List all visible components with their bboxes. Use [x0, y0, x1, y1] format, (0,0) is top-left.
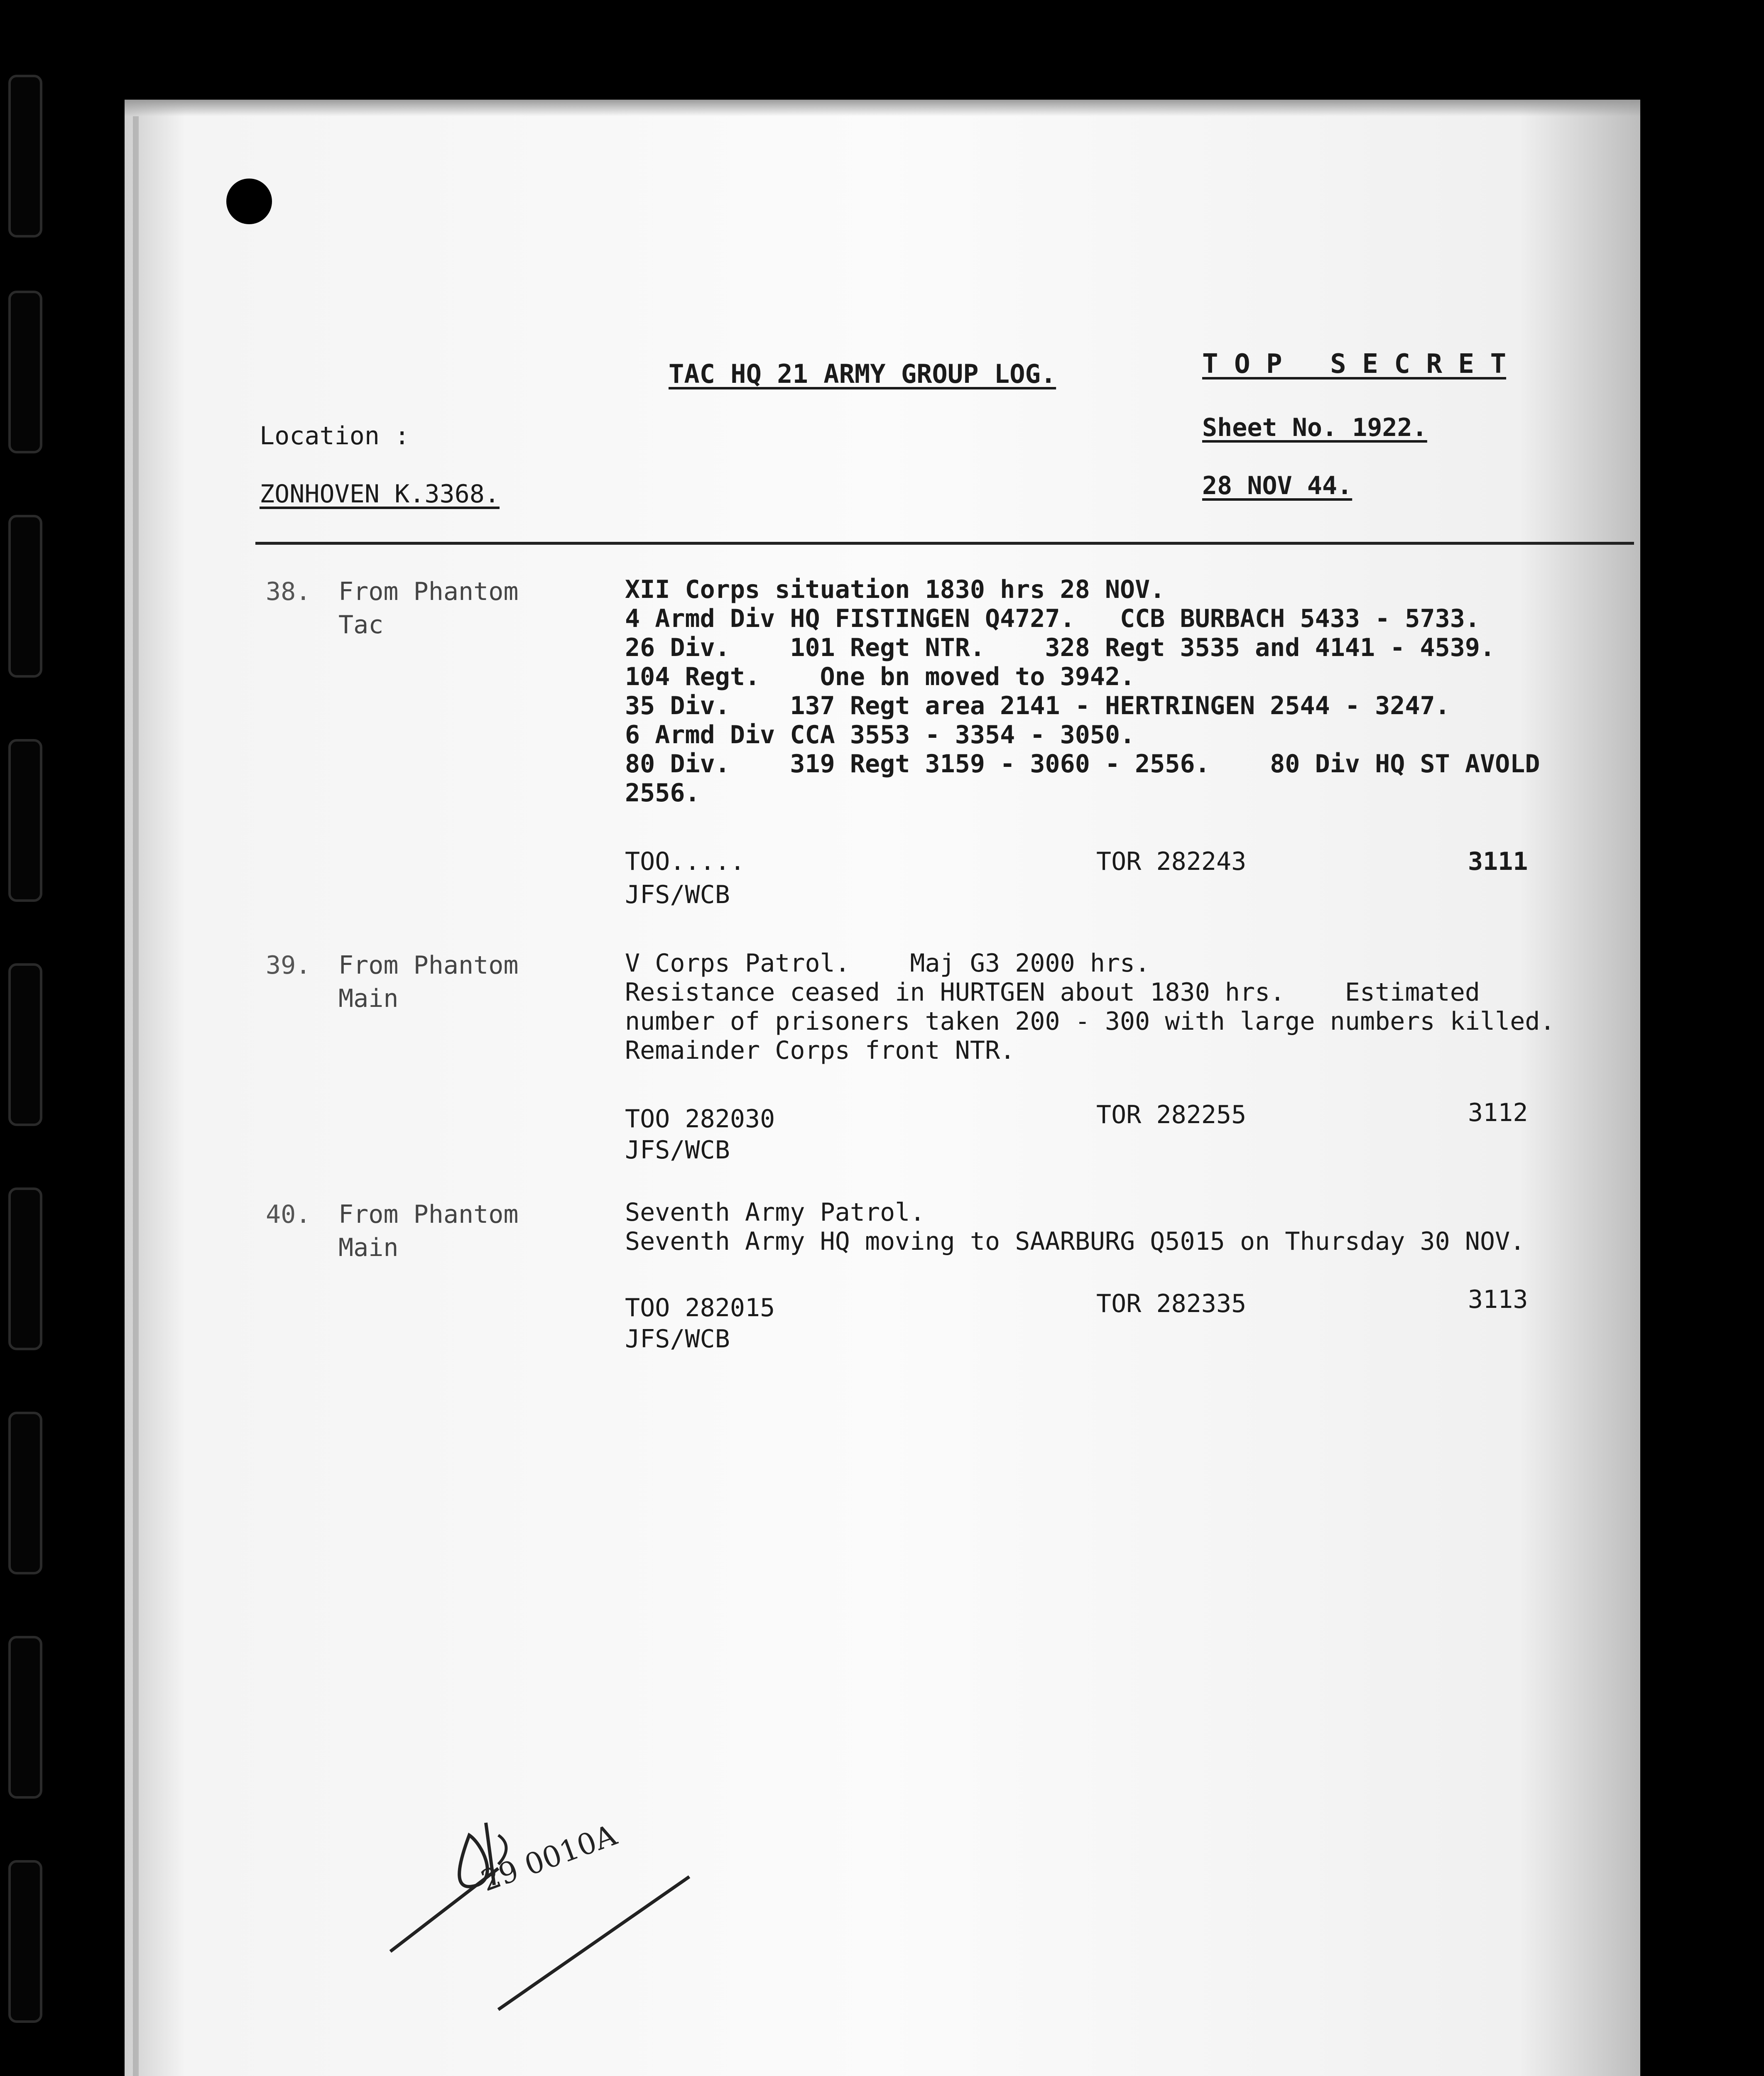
page-top-shadow	[125, 100, 1640, 116]
entry-number: 39.	[266, 951, 311, 980]
classification-marking: T O P S E C R E T	[1202, 349, 1507, 379]
sprocket-hole	[8, 515, 42, 678]
entry-initials: JFS/WCB	[625, 880, 730, 909]
location-label: Location :	[260, 421, 410, 450]
entry-initials: JFS/WCB	[625, 1136, 730, 1165]
entry-serial: 3111	[1468, 847, 1528, 876]
handwritten-signature	[374, 1785, 706, 2034]
entry-line: 2556.	[625, 778, 700, 808]
entry-line: 4 Armd Div HQ FISTINGEN Q4727. CCB BURBACH 5433 - 5733.	[625, 604, 1480, 633]
entry-line: XII Corps situation 1830 hrs 28 NOV.	[625, 575, 1165, 604]
sprocket-hole	[8, 1860, 42, 2023]
entry-tor: TOR 282243	[1096, 847, 1247, 876]
sprocket-hole	[8, 1636, 42, 1799]
punch-hole	[226, 179, 272, 224]
entry-number: 40.	[266, 1200, 311, 1229]
entry-line: V Corps Patrol. Maj G3 2000 hrs.	[625, 949, 1150, 978]
entry-too: TOO 282015	[625, 1293, 775, 1322]
header-divider	[255, 542, 1634, 545]
film-strip	[0, 0, 62, 2076]
document-page	[125, 100, 1640, 2076]
sprocket-hole	[8, 739, 42, 902]
sprocket-hole	[8, 1187, 42, 1350]
entry-line: number of prisoners taken 200 - 300 with large numbers killed.	[625, 1007, 1555, 1036]
sprocket-hole	[8, 1412, 42, 1574]
location-value: ZONHOVEN K.3368.	[260, 480, 500, 509]
entry-tor: TOR 282255	[1096, 1100, 1247, 1129]
entry-initials: JFS/WCB	[625, 1324, 730, 1354]
entry-tor: TOR 282335	[1096, 1289, 1247, 1318]
entry-line: 35 Div. 137 Regt area 2141 - HERTRINGEN 2544 - 3247.	[625, 691, 1450, 720]
entry-line: Resistance ceased in HURTGEN about 1830 hrs. Estimated	[625, 978, 1480, 1007]
entry-line: 104 Regt. One bn moved to 3942.	[625, 662, 1135, 691]
entry-source-detail: Tac	[338, 610, 384, 639]
entry-serial: 3112	[1468, 1098, 1528, 1127]
sprocket-hole	[8, 963, 42, 1126]
entry-line: 26 Div. 101 Regt NTR. 328 Regt 3535 and 4141 - 4539.	[625, 633, 1495, 662]
sprocket-hole	[8, 75, 42, 237]
handwritten-annotation: 29 0010A	[476, 1818, 621, 1898]
page-fold	[133, 116, 139, 2076]
entry-line: Seventh Army Patrol.	[625, 1198, 925, 1227]
entry-line: Remainder Corps front NTR.	[625, 1036, 1015, 1065]
entry-line: 80 Div. 319 Regt 3159 - 3060 - 2556. 80 Div HQ ST AVOLD	[625, 749, 1540, 778]
entry-source: From Phantom	[338, 951, 519, 980]
log-title: TAC HQ 21 ARMY GROUP LOG.	[669, 359, 1056, 389]
sheet-number: Sheet No. 1922.	[1202, 413, 1427, 442]
entry-source: From Phantom	[338, 577, 519, 606]
entry-serial: 3113	[1468, 1285, 1528, 1314]
log-date: 28 NOV 44.	[1202, 471, 1352, 500]
entry-too: TOO 282030	[625, 1104, 775, 1133]
entry-too: TOO.....	[625, 847, 745, 876]
entry-number: 38.	[266, 577, 311, 606]
entry-line: Seventh Army HQ moving to SAARBURG Q5015 on Thursday 30 NOV.	[625, 1227, 1525, 1256]
entry-source: From Phantom	[338, 1200, 519, 1229]
sprocket-hole	[8, 291, 42, 453]
entry-line: 6 Armd Div CCA 3553 - 3354 - 3050.	[625, 720, 1135, 749]
entry-source-detail: Main	[338, 1233, 399, 1262]
entry-source-detail: Main	[338, 984, 399, 1013]
